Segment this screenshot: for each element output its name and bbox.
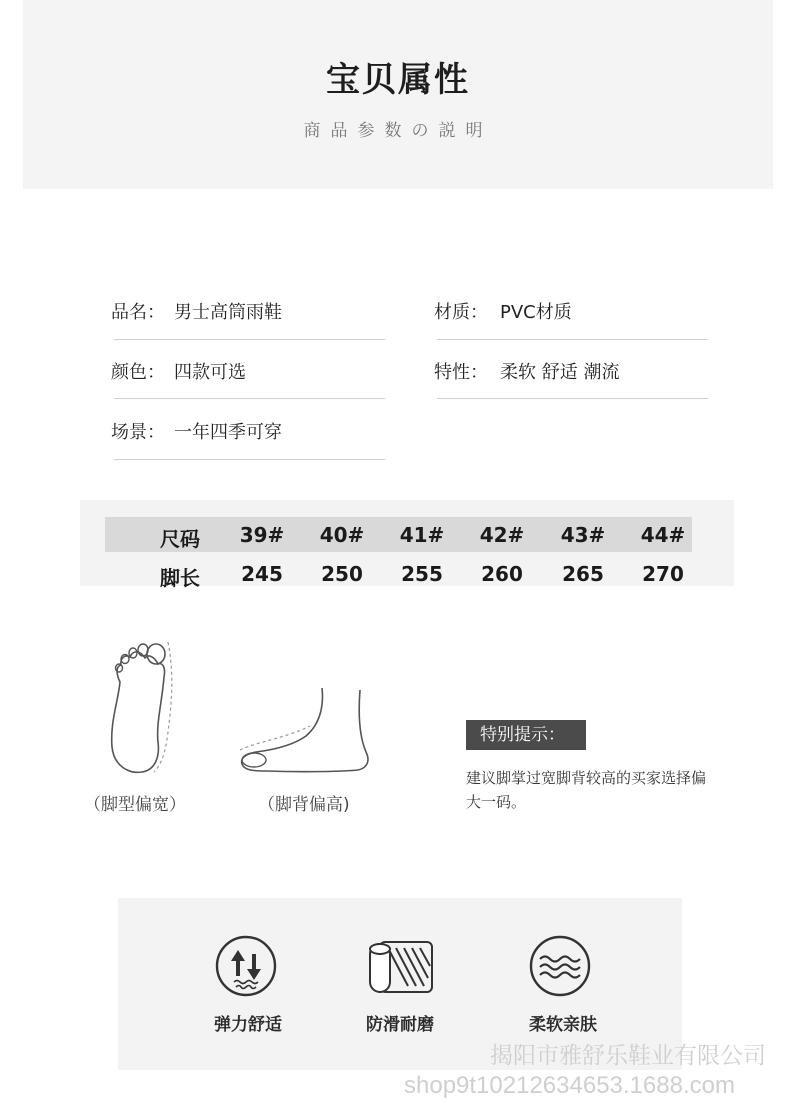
wide-foot-caption: （脚型偏宽） xyxy=(84,795,186,815)
length-cell: 270 xyxy=(642,562,684,586)
feature-label-elastic: 弹力舒适 xyxy=(214,1015,282,1035)
attr-label-scene: 场景： xyxy=(111,422,165,443)
attr-value-name: 男士高筒雨鞋 xyxy=(174,302,282,323)
divider xyxy=(114,339,385,340)
attr-label-color: 颜色： xyxy=(111,362,165,383)
size-cell: 39# xyxy=(239,523,285,547)
length-cell: 260 xyxy=(481,562,523,586)
attr-value-feature: 柔软 舒适 潮流 xyxy=(500,362,620,383)
length-row-label: 脚长 xyxy=(160,566,200,590)
elastic-arrows-icon xyxy=(214,934,278,998)
length-cell: 255 xyxy=(401,562,443,586)
size-cell: 41# xyxy=(399,523,445,547)
length-cell: 245 xyxy=(241,562,283,586)
size-cell: 42# xyxy=(479,523,525,547)
tip-text: 建议脚掌过宽脚背较高的买家选择偏大一码。 xyxy=(466,769,707,811)
attr-value-color: 四款可选 xyxy=(174,362,246,383)
attr-value-scene: 一年四季可穿 xyxy=(174,422,282,443)
length-cell: 250 xyxy=(321,562,363,586)
anti-slip-sole-icon xyxy=(366,938,438,998)
soft-wave-icon xyxy=(528,934,592,998)
feature-label-soft: 柔软亲肤 xyxy=(529,1015,597,1035)
page-title: 宝贝属性 xyxy=(326,60,470,100)
size-cell: 44# xyxy=(640,523,686,547)
high-instep-illustration xyxy=(236,686,376,776)
attr-label-material: 材质： xyxy=(434,302,488,323)
feature-label-antislip: 防滑耐磨 xyxy=(366,1015,434,1035)
divider xyxy=(114,398,385,399)
watermark-company: 揭阳市雅舒乐鞋业有限公司 xyxy=(490,1042,766,1068)
size-cell: 40# xyxy=(319,523,365,547)
wide-foot-illustration xyxy=(100,632,180,777)
page-subtitle: 商品参数の説明 xyxy=(303,121,493,141)
watermark-shop: shop9t10212634653.1688.com xyxy=(404,1072,735,1099)
header-band xyxy=(23,0,773,189)
attr-label-feature: 特性： xyxy=(434,362,488,383)
size-cell: 43# xyxy=(560,523,606,547)
divider xyxy=(437,398,708,399)
tip-title: 特别提示： xyxy=(466,720,586,750)
divider xyxy=(114,459,385,460)
attr-label-name: 品名： xyxy=(111,302,165,323)
divider xyxy=(437,339,708,340)
attr-value-material: PVC材质 xyxy=(500,302,572,323)
length-cell: 265 xyxy=(562,562,604,586)
size-row-label: 尺码 xyxy=(160,527,200,551)
high-instep-caption: （脚背偏高) xyxy=(258,795,350,815)
